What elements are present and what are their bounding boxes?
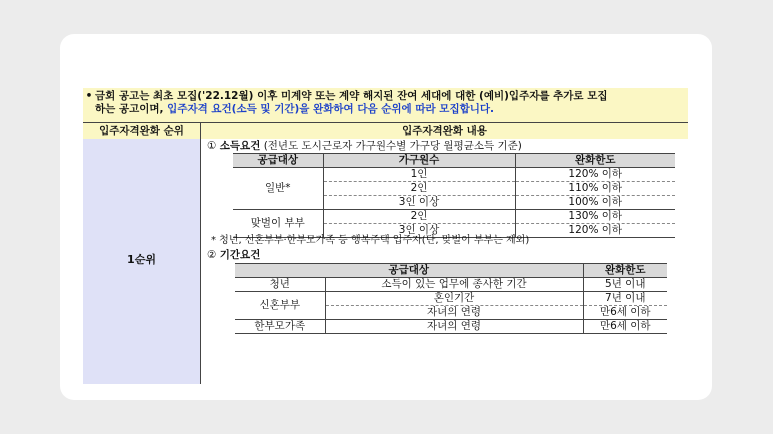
table-cell: 120% 이하 xyxy=(515,168,675,182)
table-cell: 자녀의 연령 xyxy=(325,320,583,334)
table-cell: 청년 xyxy=(235,278,325,292)
table-cell: 소득이 있는 업무에 종사한 기간 xyxy=(325,278,583,292)
table-cell: 3인 이상 xyxy=(323,196,515,210)
income-group-dual: 맞벌이 부부 xyxy=(233,210,323,238)
table-cell: 2인 xyxy=(323,182,515,196)
period-group-newlywed: 신혼부부 xyxy=(235,292,325,320)
table-cell: 만6세 이하 xyxy=(583,306,667,320)
income-header-target: 공급대상 xyxy=(233,154,323,168)
content-card xyxy=(60,34,712,400)
period-table xyxy=(235,263,667,334)
period-title: 기간요건 xyxy=(219,249,261,261)
table-cell: 110% 이하 xyxy=(515,182,675,196)
period-header-limit: 완화한도 xyxy=(583,264,667,278)
table-header-row xyxy=(83,122,688,140)
notice-text xyxy=(83,90,688,116)
table-cell: 한부모가족 xyxy=(235,320,325,334)
table-cell: 혼인기간 xyxy=(325,292,583,306)
income-header-limit: 완화한도 xyxy=(515,154,675,168)
income-footnote: * 청년, 신혼부부·한부모가족 등 행복주택 입주자(단, 맞벌이 부부는 제외) xyxy=(211,235,530,246)
notice-line-1-text: 금회 공고는 최초 모집('22.12월) 이후 미계약 또는 계약 해지된 잔여 세대에 대한 (예비)입주자를 추가로 모집 xyxy=(95,90,608,102)
table-cell: 7년 이내 xyxy=(583,292,667,306)
income-title: 소득요건 xyxy=(219,140,261,152)
notice-highlight: 입주자격 요건(소득 및 기간)을 완화하여 다음 순위에 따라 모집합니다. xyxy=(167,103,495,115)
header-content: 입주자격완화 내용 xyxy=(402,125,487,137)
rank-cell xyxy=(83,139,201,384)
rank-label: 1순위 xyxy=(127,253,156,266)
income-desc: (전년도 도시근로자 가구원수별 가구당 월평균소득 기준) xyxy=(263,140,522,152)
notice-line-2-prefix: 하는 공고이며, xyxy=(95,103,168,115)
table-cell: 120% 이하 xyxy=(515,224,675,238)
notice-line-2 xyxy=(83,103,688,116)
table-cell: 5년 이내 xyxy=(583,278,667,292)
income-header-household: 가구원수 xyxy=(323,154,515,168)
header-rank: 입주자격완화 순위 xyxy=(83,123,201,139)
notice-line-1 xyxy=(83,90,688,103)
income-section-title xyxy=(207,140,522,153)
table-cell: 자녀의 연령 xyxy=(325,306,583,320)
notice-document xyxy=(83,88,688,384)
table-cell: 1인 xyxy=(323,168,515,182)
period-header-target: 공급대상 xyxy=(235,264,583,278)
income-num: ① xyxy=(207,140,217,152)
period-section-title xyxy=(207,249,260,262)
table-cell: 3인 이상 xyxy=(323,224,515,238)
bullet-icon: • xyxy=(85,90,93,102)
table-cell: 130% 이하 xyxy=(515,210,675,224)
income-group-general: 일반* xyxy=(233,168,323,210)
table-cell: 2인 xyxy=(323,210,515,224)
table-cell: 만6세 이하 xyxy=(583,320,667,334)
content-cell xyxy=(201,139,688,384)
table-cell: 100% 이하 xyxy=(515,196,675,210)
period-num: ② xyxy=(207,249,217,261)
income-table xyxy=(233,153,675,238)
